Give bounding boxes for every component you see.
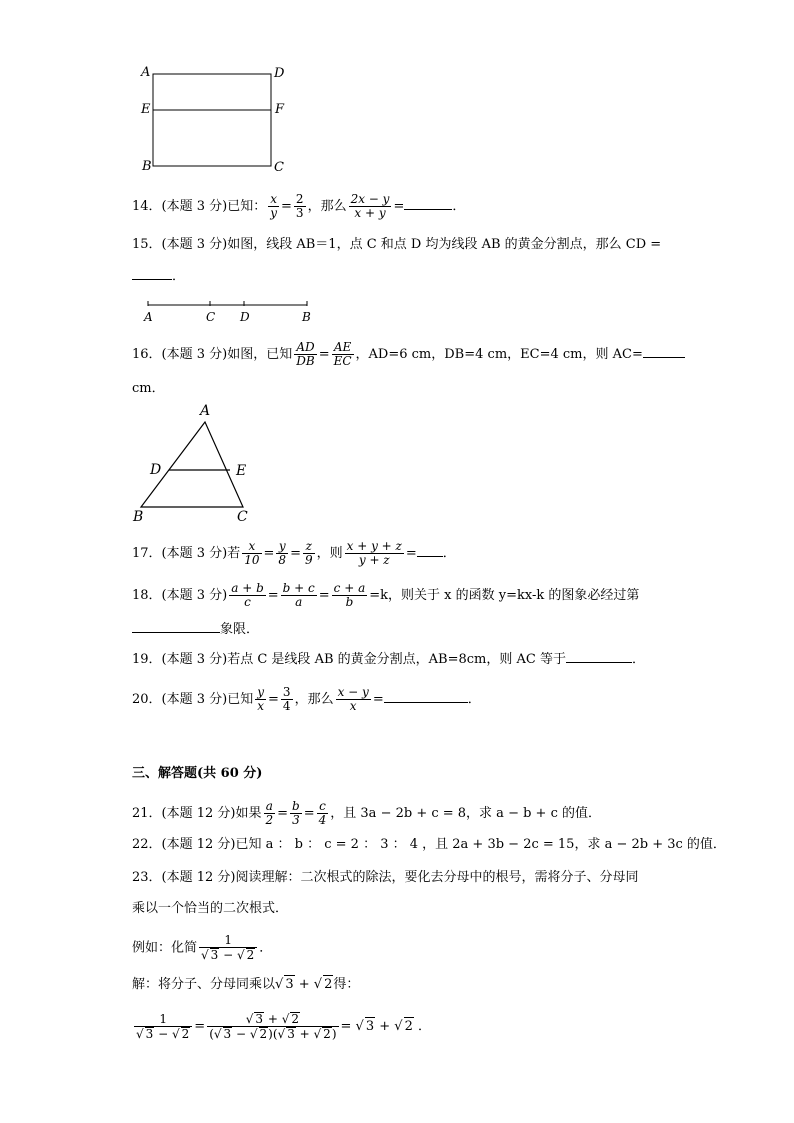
q14-prefix: 14．(本题 3 分)已知： bbox=[132, 199, 267, 214]
q19-answer-blank[interactable] bbox=[566, 650, 632, 663]
solution-fraction-right: $\frac{√ 3 + √ 2}{(√ 3 - √ 2)(√ 3 + √ 2)}$ bbox=[209, 1012, 337, 1041]
example-fraction: $\frac{1}{√ 3 - √ 2}$ bbox=[199, 934, 257, 962]
question-16: 16．(本题 3 分)如图，已知 $\frac{AD}{DB}$ = $\frac{AE}{EC}$ ，AD=6 cm，DB=4 cm，EC=4 cm，则 AC= bbox=[132, 341, 685, 368]
q18-fraction-1: $\frac{a + b}{c}$ bbox=[231, 581, 264, 609]
question-16-unit: cm． bbox=[132, 381, 165, 396]
q20-answer-blank[interactable] bbox=[384, 690, 468, 703]
q21-fraction-a: $\frac{a}{2}$ bbox=[265, 799, 274, 827]
solution-equation: $\frac{1}{√ 3 - √ 2}$ = $\frac{√ 3 + √ 2}{(√ 3 - √ 2)(√ 3 + √ 2)}$ = √ 3 + √ 2 ． bbox=[136, 1011, 432, 1041]
question-14: 14．(本题 3 分)已知： $\frac{x}{y}$ = $\frac{2}{3}$ ，那么 $\frac{2x - y}{x + y}$ = ． bbox=[132, 192, 466, 220]
question-15: 15．(本题 3 分)如图，线段 AB＝1，点 C 和点 D 均为线段 AB 的黄金分割点，那么 CD = bbox=[132, 237, 662, 252]
q16-fraction-ae-ec: $\frac{AE}{EC}$ bbox=[333, 340, 352, 368]
tri-label-E: E bbox=[236, 463, 247, 479]
q18-fraction-2: $\frac{b + c}{a}$ bbox=[282, 581, 315, 609]
q17-fraction-x: $\frac{x}{10}$ bbox=[244, 539, 260, 567]
question-20: 20．(本题 3 分)已知 $\frac{y}{x}$ = $\frac{3}{4}$ ，那么 $\frac{x - y}{x}$ = ． bbox=[132, 685, 481, 713]
label-F: F bbox=[275, 102, 285, 117]
q17-fraction-z: $\frac{z}{9}$ bbox=[304, 539, 313, 567]
q17-fraction-y: $\frac{y}{8}$ bbox=[278, 539, 287, 567]
question-18: 18．(本题 3 分) $\frac{a + b}{c}$ = $\frac{b + c}{a}$ = $\frac{c + a}{b}$ =k，则关于 x 的函数 y=kx-k 的图象必经过第 bbox=[132, 581, 640, 609]
q14-fraction-expression: $\frac{2x - y}{x + y}$ bbox=[350, 192, 390, 220]
q14-fraction-2-over-3: $\frac{2}{3}$ bbox=[295, 192, 304, 220]
q14-fraction-x-over-y: $\frac{x}{y}$ bbox=[270, 192, 278, 220]
question-19: 19．(本题 3 分)若点 C 是线段 AB 的黄金分割点，AB=8cm，则 AC 等于 ． bbox=[132, 652, 645, 667]
question-15-line2: ． bbox=[132, 267, 185, 286]
solution-fraction-left: $\frac{1}{√ 3 - √ 2}$ bbox=[134, 1013, 192, 1041]
question-18-line2: 象限． bbox=[132, 620, 259, 639]
label-C: C bbox=[274, 160, 284, 175]
q20-fraction-3-4: $\frac{3}{4}$ bbox=[282, 685, 291, 713]
q18-answer-blank[interactable] bbox=[132, 620, 220, 633]
seg-label-A: A bbox=[144, 310, 153, 324]
q20-fraction-expression: $\frac{x - y}{x}$ bbox=[337, 685, 369, 713]
example-line: 例如：化简 $\frac{1}{√ 3 - √ 2}$ ． bbox=[132, 933, 273, 962]
q17-answer-blank[interactable] bbox=[417, 544, 443, 557]
question-23: 23．(本题 12 分)阅读理解：二次根式的除法，要化去分母中的根号，需将分子、分母同 bbox=[132, 870, 639, 885]
q18-fraction-3: $\frac{c + a}{b}$ bbox=[333, 581, 366, 609]
tri-label-C: C bbox=[237, 509, 248, 525]
label-D: D bbox=[274, 66, 285, 81]
seg-label-C: C bbox=[206, 310, 216, 324]
question-22: 22．(本题 12 分)已知 a ： b ： c = 2 ： 3 ： 4 ，且 2a + 3b − 2c = 15，求 a − 2b + 3c 的值． bbox=[132, 837, 726, 852]
q17-fraction-expression: $\frac{x + y + z}{y + z}$ bbox=[346, 539, 402, 567]
label-B: B bbox=[142, 159, 152, 174]
section-heading: 三、解答题(共 60 分) bbox=[132, 766, 263, 781]
label-A: A bbox=[141, 65, 151, 80]
q16-fraction-ad-db: $\frac{AD}{DB}$ bbox=[296, 340, 315, 368]
solution-line: 解：将分子、分母同乘以√ 3 + √ 2得： bbox=[132, 977, 360, 992]
q21-fraction-b: $\frac{b}{3}$ bbox=[292, 799, 300, 827]
question-17: 17．(本题 3 分)若 $\frac{x}{10}$ = $\frac{y}{8}$ = $\frac{z}{9}$ ，则 $\frac{x + y + z}{y + z}$ = ． bbox=[132, 539, 456, 567]
seg-label-B: B bbox=[302, 310, 311, 324]
seg-label-D: D bbox=[240, 310, 250, 324]
tri-label-D: D bbox=[150, 462, 162, 478]
q21-fraction-c: $\frac{c}{4}$ bbox=[318, 799, 327, 827]
tri-label-B: B bbox=[133, 509, 144, 525]
question-21: 21．(本题 12 分)如果 $\frac{a}{2}$ = $\frac{b}{3}$ = $\frac{c}{4}$ ，且 3a − 2b + c = 8，求 a − b + c 的值． bbox=[132, 799, 601, 827]
question-23-line2: 乘以一个恰当的二次根式． bbox=[132, 901, 289, 916]
q20-fraction-y-x: $\frac{y}{x}$ bbox=[257, 685, 265, 713]
label-E: E bbox=[141, 102, 151, 117]
tri-label-A: A bbox=[200, 403, 211, 419]
